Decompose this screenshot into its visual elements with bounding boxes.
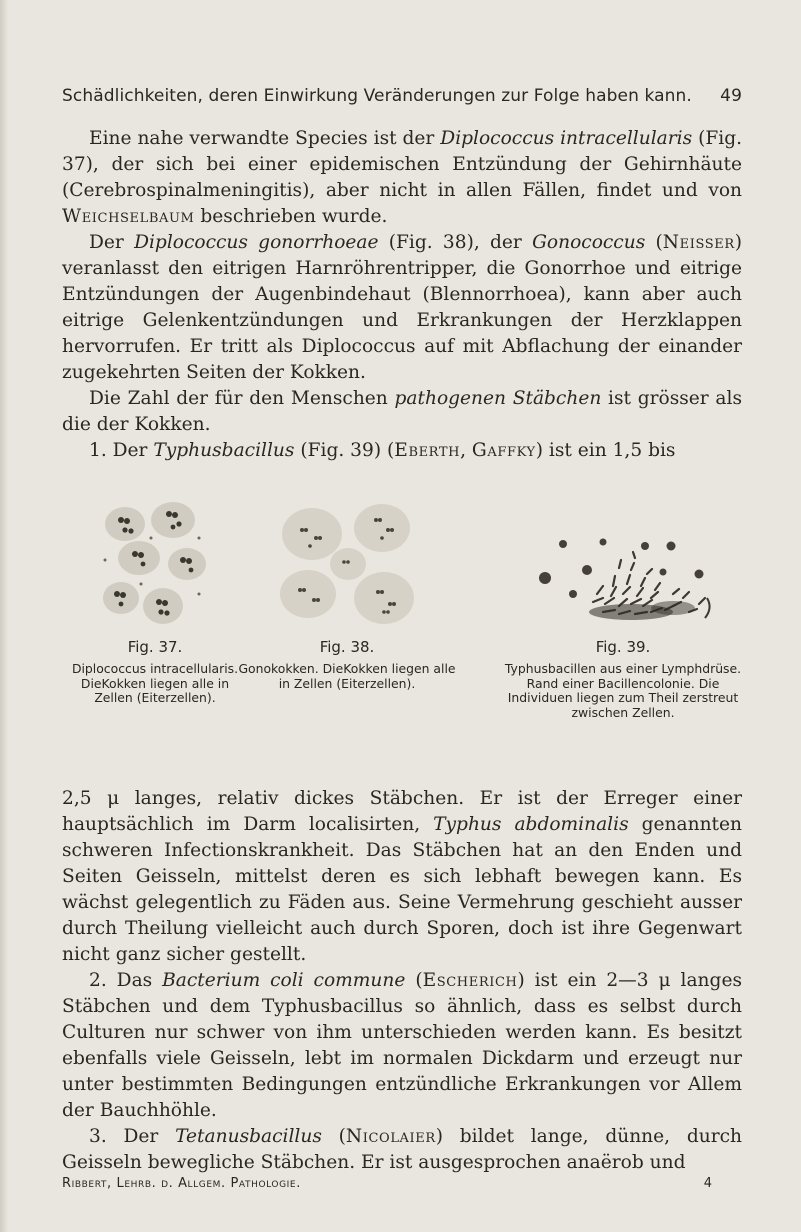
- author-name: Nicolaier: [345, 1126, 436, 1147]
- typhusbacillen-illustration: [523, 494, 723, 634]
- paragraph-typhusbacillus-start: 1. Der Typhusbacillus (Fig. 39) (Eberth, Gaffky) ist ein 1,5 bis: [89, 440, 676, 461]
- species-name: Tetanusbacillus: [175, 1126, 322, 1147]
- species-name: Gonococcus: [532, 232, 646, 253]
- paragraph-typhusbacillus-continued: 2,5 μ langes, relativ dickes Stäbchen. Er ist der Erreger einer hauptsächlich im Darm localisirten, Typhus abdominalis genannten schweren Infectionskrankheit. Das Stäbchen hat an den Enden und Seiten Geisseln, mittelst deren es sich lebhaft bewegen kann. Es wächst gelegentlich zu Fäden aus. Seine Vermehrung geschieht ausser durch Theilung vielleicht auch durch Sporen, doch ist ihre Gegenwart nicht ganz sicher gestellt.: [62, 788, 743, 965]
- figure-38: [238, 494, 456, 691]
- paragraph-diplococcus-intracellularis: Eine nahe verwandte Species ist der Diplococcus intracellularis (Fig. 37), der sich bei einer epidemischen Entzündung der Gehirnhäute (Cerebrospinalmeningitis), aber nicht in allen Fällen, findet und von Weichselbaum beschrieben wurde.: [62, 128, 743, 227]
- figure-label: Fig. 37.: [127, 638, 183, 656]
- figure-caption: Diplococcus intracellularis. DieKokken liegen alle in Zellen (Eiterzellen).: [71, 661, 239, 705]
- species-name: Bacterium coli commune: [162, 970, 406, 991]
- author-name: Eberth: [394, 440, 461, 461]
- page-footer: [62, 1176, 742, 1191]
- author-name: Neisser: [662, 232, 735, 253]
- page-number: 49: [720, 86, 742, 106]
- species-name: Diplococcus intracellularis: [440, 128, 693, 149]
- paragraph-bacterium-coli: 2. Das Bacterium coli commune (Escherich) ist ein 2—3 μ langes Stäbchen und dem Typhusbacillus so ähnlich, dass es selbst durch Culturen nur schwer von ihm unterschieden werden kann. Es besitzt ebenfalls viele Geisseln, lebt im normalen Dickdarm und erzeugt nur unter bestimmten Bedingungen entzündliche Erkrankungen vor Allem der Bauchhöhle.: [62, 970, 742, 1121]
- figure-caption: Typhusbacillen aus einer Lymphdrüse. Rand einer Bacillencolonie. Die Individuen liegen zum Theil zerstreut zwischen Zellen.: [504, 661, 742, 720]
- running-title: Schädlichkeiten, deren Einwirkung Veränderungen zur Folge haben kann.: [62, 86, 692, 106]
- figure-caption: Gonokokken. DieKokken liegen alle in Zellen (Eiterzellen).: [238, 661, 456, 691]
- species-name: Typhusbacillus: [153, 440, 295, 461]
- author-name: Escherich: [422, 970, 518, 991]
- body-text-top: [62, 126, 742, 464]
- diplococcus-intracellularis-illustration: [95, 494, 215, 634]
- footer-author-work: Ribbert, Lehrb. d. Allgem. Pathologie.: [62, 1176, 301, 1191]
- figure-37: [62, 494, 248, 706]
- emphasis-term: pathogenen Stäbchen: [394, 388, 602, 409]
- species-name: Diplococcus gonorrhoeae: [134, 232, 379, 253]
- paragraph-tetanusbacillus: 3. Der Tetanusbacillus (Nicolaier) bildet lange, dünne, durch Geisseln bewegliche Stäbchen. Er ist ausgesprochen anaërob und: [62, 1126, 742, 1173]
- gonokokken-illustration: [272, 494, 422, 634]
- signature-mark: 4: [703, 1176, 712, 1191]
- page-edge-shadow: [0, 0, 8, 1232]
- figure-row: [62, 494, 752, 774]
- figure-label: Fig. 39.: [595, 638, 651, 656]
- running-head: [62, 86, 742, 106]
- author-name: Gaffky: [471, 440, 536, 461]
- figure-label: Fig. 38.: [319, 638, 375, 656]
- paragraph-gonococcus: Der Diplococcus gonorrhoeae (Fig. 38), der Gonococcus (Neisser) veranlasst den eitrigen Harnröhrentripper, die Gonorrhoe und eitrige Entzündungen der Augenbindehaut (Blennorrhoea), kann aber auch eitrige Gelenkentzündungen und Erkrankungen der Herzklappen hervorrufen. Er tritt als Diplococcus auf mit Abflachung der einander zugekehrten Seiten der Kokken.: [62, 232, 742, 383]
- author-name: Weichselbaum: [62, 206, 195, 227]
- figure-39: [494, 494, 752, 720]
- body-text-bottom: [62, 786, 742, 1176]
- disease-name: Typhus abdominalis: [433, 814, 629, 835]
- paragraph-pathogene-staebchen: Die Zahl der für den Menschen pathogenen Stäbchen ist grösser als die der Kokken.: [62, 388, 742, 435]
